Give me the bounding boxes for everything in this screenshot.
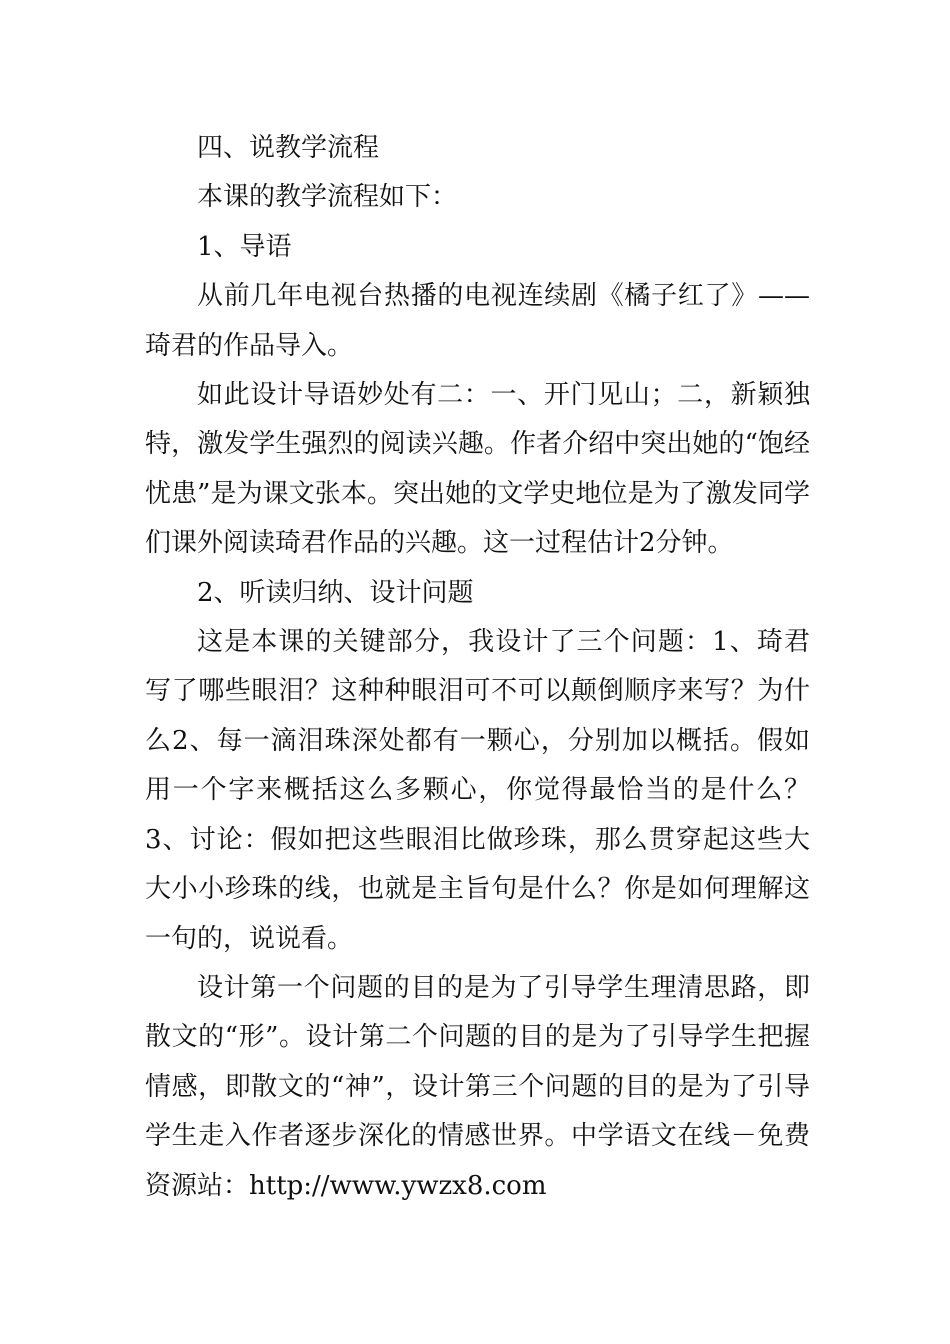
- paragraph-question-purpose: 设计第一个问题的目的是为了引导学生理清思路，即散文的“形”。设计第二个问题的目的是为了引导学生把握情感，即散文的“神”，设计第三个问题的目的是为了引导学生走入作者逐步深化的情感世界。中学语文在线－免费资源站：http://www.ywzx8.com: [145, 972, 810, 1201]
- paragraph-intro: 本课的教学流程如下：: [197, 182, 458, 213]
- document-body: [145, 124, 810, 1211]
- subheading-questions: 2、听读归纳、设计问题: [197, 577, 474, 608]
- paragraph-intro-speech: 从前几年电视台热播的电视连续剧《橘子红了》——琦君的作品导入。: [145, 281, 810, 361]
- paragraph-questions: 这是本课的关键部分，我设计了三个问题：1、琦君写了哪些眼泪？这种种眼泪可不可以颠倒顺序来写？为什么2、每一滴泪珠深处都有一颗心，分别加以概括。假如用一个字来概括这么多颗心，你觉得最恰当的是什么？3、讨论：假如把这些眼泪比做珍珠，那么贯穿起这些大大小小珍珠的线，也就是主旨句是什么？你是如何理解这一句的，说说看。: [145, 627, 810, 954]
- paragraph-intro-benefits: 如此设计导语妙处有二：一、开门见山；二，新颖独特，激发学生强烈的阅读兴趣。作者介绍中突出她的“饱经忧患”是为课文张本。突出她的文学史地位是为了激发同学们课外阅读琦君作品的兴趣。这一过程估计2分钟。: [145, 380, 810, 559]
- subheading-intro-speech: 1、导语: [197, 231, 292, 262]
- section-heading: 四、说教学流程: [197, 133, 380, 163]
